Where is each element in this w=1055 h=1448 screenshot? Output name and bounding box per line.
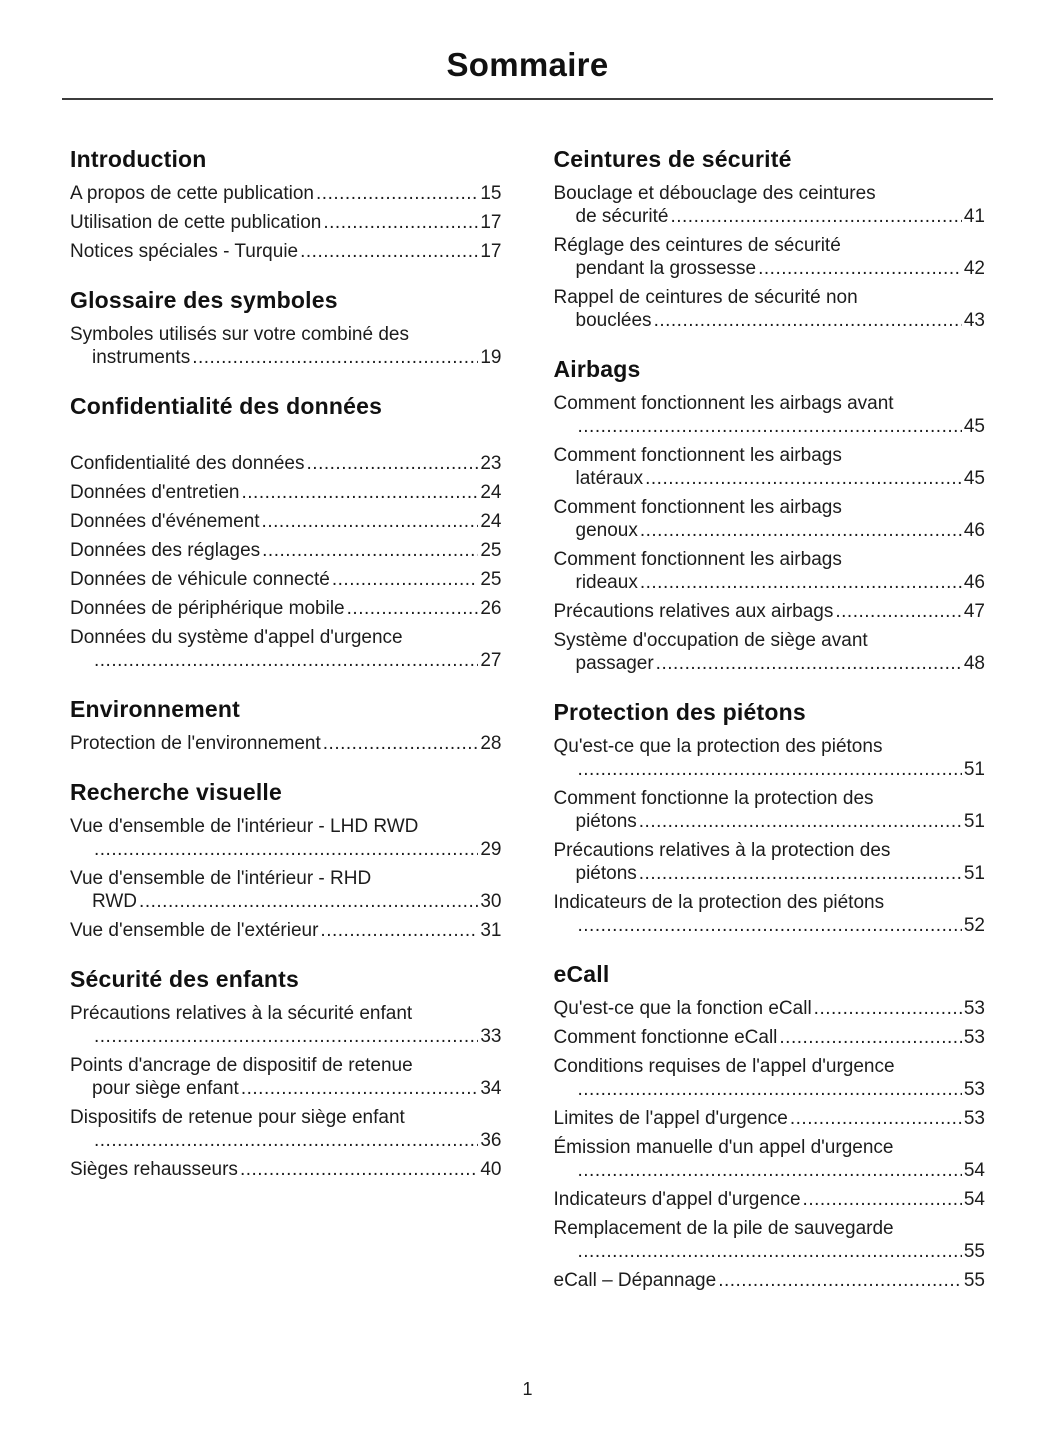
dot-leader: [803, 1188, 962, 1211]
dot-leader: [814, 997, 962, 1020]
toc-entry-line: [554, 735, 986, 758]
dot-leader: [323, 211, 478, 234]
entry-text: Précautions relatives à la sécurité enfant: [70, 1003, 413, 1024]
entry-page-number: 23: [480, 453, 502, 474]
toc-section: [70, 779, 502, 942]
entry-page-number: 51: [963, 759, 985, 780]
entry-text: Données de périphérique mobile: [70, 598, 345, 619]
toc-entry: [70, 182, 502, 205]
entry-text: Comment fonctionnent les airbags: [553, 497, 842, 518]
toc-entry-line: [70, 1077, 502, 1100]
dot-leader: [790, 1107, 962, 1130]
toc-section: [70, 287, 502, 369]
toc-entry: [554, 286, 986, 332]
section-heading: Protection des piétons: [553, 699, 806, 725]
entry-text: Bouclage et débouclage des ceintures: [553, 183, 876, 204]
entry-text: Comment fonctionne eCall: [553, 1027, 778, 1048]
toc-entry: [70, 1158, 502, 1181]
entry-text: Vue d'ensemble de l'intérieur - RHD: [70, 868, 372, 889]
entry-page-number: 53: [963, 1027, 985, 1048]
toc-entry: [554, 735, 986, 781]
toc-entry-line: [554, 891, 986, 914]
toc-entry: [70, 1054, 502, 1100]
toc-entry: [554, 600, 986, 623]
entry-page-number: 43: [963, 310, 985, 331]
toc-entry: [554, 839, 986, 885]
entry-page-number: 51: [963, 863, 985, 884]
entry-text: Notices spéciales - Turquie: [70, 241, 299, 262]
toc-section: [554, 961, 986, 1292]
entry-page-number: 31: [480, 920, 502, 941]
dot-leader: [779, 1026, 961, 1049]
toc-entry-line: [554, 392, 986, 415]
toc-entry: [554, 997, 986, 1020]
entry-text: genoux: [575, 520, 638, 541]
section-heading: Glossaire des symboles: [70, 287, 338, 313]
entry-text: Indicateurs d'appel d'urgence: [553, 1189, 801, 1210]
toc-entry: [70, 323, 502, 369]
dot-leader: [240, 1158, 478, 1181]
entry-text: Données d'événement: [70, 511, 260, 532]
toc-entry-line: [70, 838, 502, 861]
dot-leader: [320, 919, 478, 942]
entry-page-number: 33: [480, 1026, 502, 1047]
entry-text: Données d'entretien: [70, 482, 240, 503]
toc-entry: [554, 1188, 986, 1211]
entry-text: Dispositifs de retenue pour siège enfant: [70, 1107, 405, 1128]
dot-leader: [578, 1159, 962, 1182]
toc-section: [70, 146, 502, 263]
entry-page-number: 46: [963, 572, 985, 593]
toc-entry-line: [554, 914, 986, 937]
page-title: Sommaire: [446, 46, 609, 83]
entry-text: Qu'est-ce que la protection des piétons: [553, 736, 883, 757]
toc-entry: [70, 452, 502, 475]
toc-section: [554, 356, 986, 675]
entry-text: Indicateurs de la protection des piétons: [553, 892, 885, 913]
entry-page-number: 28: [480, 733, 502, 754]
entry-page-number: 24: [480, 482, 502, 503]
entry-text: piétons: [575, 863, 637, 884]
toc-entry-line: [70, 510, 502, 533]
toc-entry-line: [554, 1078, 986, 1101]
toc-entry: [554, 1107, 986, 1130]
dot-leader: [656, 652, 962, 675]
toc-entry-line: [70, 539, 502, 562]
toc-entry: [554, 1269, 986, 1292]
toc-entry-line: [554, 862, 986, 885]
dot-leader: [578, 415, 962, 438]
entry-page-number: 34: [480, 1078, 502, 1099]
dot-leader: [654, 309, 962, 332]
toc-entry: [70, 568, 502, 591]
toc-entry-line: [554, 205, 986, 228]
entry-page-number: 53: [963, 1079, 985, 1100]
section-heading: Recherche visuelle: [70, 779, 282, 805]
entry-page-number: 47: [963, 601, 985, 622]
entry-text: Limites de l'appel d'urgence: [553, 1108, 788, 1129]
toc-entry-line: [70, 323, 502, 346]
toc-entry-line: [554, 548, 986, 571]
toc-entry-line: [554, 496, 986, 519]
toc-entry: [70, 510, 502, 533]
dot-leader: [241, 481, 478, 504]
toc-entry-line: [554, 1269, 986, 1292]
toc-entry-line: [70, 240, 502, 263]
toc-entry: [554, 891, 986, 937]
entry-page-number: 26: [480, 598, 502, 619]
dot-leader: [347, 597, 479, 620]
entry-text: Remplacement de la pile de sauvegarde: [553, 1218, 894, 1239]
entry-text: Rappel de ceintures de sécurité non: [553, 287, 858, 308]
section-heading: Ceintures de sécurité: [553, 146, 792, 172]
toc-entry-line: [554, 1159, 986, 1182]
entry-page-number: 19: [480, 347, 502, 368]
entry-text: Vue d'ensemble de l'intérieur - LHD RWD: [70, 816, 419, 837]
entry-text: pendant la grossesse: [575, 258, 757, 279]
toc-entry-line: [70, 1129, 502, 1152]
toc-entry-line: [554, 1107, 986, 1130]
toc-entry-line: [70, 732, 502, 755]
toc-entry-line: [554, 467, 986, 490]
entry-text: Comment fonctionnent les airbags: [553, 445, 842, 466]
toc-entry: [70, 626, 502, 672]
entry-text: passager: [575, 653, 654, 674]
entry-text: Protection de l'environnement: [70, 733, 321, 754]
entry-text: Confidentialité des données: [70, 453, 305, 474]
toc-entry-line: [70, 1002, 502, 1025]
toc-entry: [554, 1217, 986, 1263]
toc-column-right: [554, 146, 986, 1298]
entry-page-number: 17: [480, 212, 502, 233]
toc-entry-line: [554, 1136, 986, 1159]
toc-entry-line: [70, 597, 502, 620]
entry-page-number: 53: [963, 998, 985, 1019]
entry-text: Points d'ancrage de dispositif de retenue: [70, 1055, 413, 1076]
toc-entry: [70, 481, 502, 504]
toc-entry-line: [70, 626, 502, 649]
toc-entry: [554, 629, 986, 675]
entry-page-number: 51: [963, 811, 985, 832]
entry-page-number: 25: [480, 569, 502, 590]
entry-text: Comment fonctionne la protection des: [553, 788, 874, 809]
toc-entry: [554, 1026, 986, 1049]
dot-leader: [94, 1025, 478, 1048]
toc-entry-line: [554, 309, 986, 332]
entry-page-number: 55: [963, 1241, 985, 1262]
section-heading: Sécurité des enfants: [70, 966, 299, 992]
toc-entry-line: [70, 211, 502, 234]
toc-entry: [70, 815, 502, 861]
section-heading: Confidentialité des données: [70, 393, 383, 419]
entry-text: Vue d'ensemble de l'extérieur: [70, 920, 319, 941]
toc-entry-line: [554, 629, 986, 652]
toc-entry-line: [70, 1054, 502, 1077]
toc-section: [554, 699, 986, 937]
dot-leader: [94, 649, 478, 672]
entry-text: Réglage des ceintures de sécurité: [553, 235, 841, 256]
dot-leader: [640, 571, 962, 594]
entry-page-number: 36: [480, 1130, 502, 1151]
entry-text: de sécurité: [575, 206, 669, 227]
toc-entry: [70, 732, 502, 755]
toc-entry-line: [554, 810, 986, 833]
entry-page-number: 54: [963, 1189, 985, 1210]
toc-columns: [62, 146, 993, 1298]
toc-entry-line: [554, 787, 986, 810]
dot-leader: [639, 810, 962, 833]
entry-page-number: 29: [480, 839, 502, 860]
dot-leader: [316, 182, 478, 205]
entry-text: rideaux: [575, 572, 638, 593]
toc-entry-line: [554, 415, 986, 438]
dot-leader: [94, 838, 478, 861]
toc-entry: [554, 496, 986, 542]
toc-entry-line: [554, 571, 986, 594]
dot-leader: [192, 346, 478, 369]
toc-entry-line: [554, 444, 986, 467]
entry-text: bouclées: [575, 310, 652, 331]
entry-page-number: 45: [963, 416, 985, 437]
dot-leader: [94, 1129, 478, 1152]
dot-leader: [639, 862, 962, 885]
entry-page-number: 42: [963, 258, 985, 279]
entry-page-number: 46: [963, 520, 985, 541]
dot-leader: [578, 1240, 962, 1263]
toc-entry-line: [554, 1217, 986, 1240]
toc-section: [554, 146, 986, 332]
toc-entry-line: [70, 649, 502, 672]
entry-page-number: 45: [963, 468, 985, 489]
dot-leader: [300, 240, 478, 263]
entry-text: Utilisation de cette publication: [70, 212, 322, 233]
entry-page-number: 48: [963, 653, 985, 674]
entry-page-number: 25: [480, 540, 502, 561]
toc-entry-line: [554, 1240, 986, 1263]
toc-entry-line: [554, 286, 986, 309]
dot-leader: [645, 467, 962, 490]
toc-entry-line: [554, 519, 986, 542]
entry-text: Comment fonctionnent les airbags: [553, 549, 842, 570]
toc-entry-line: [70, 182, 502, 205]
toc-entry: [70, 539, 502, 562]
toc-entry-line: [554, 652, 986, 675]
toc-section: [70, 393, 502, 672]
entry-page-number: 53: [963, 1108, 985, 1129]
entry-text: pour siège enfant: [92, 1078, 239, 1099]
entry-text: Précautions relatives à la protection des: [553, 840, 891, 861]
entry-text: Comment fonctionnent les airbags avant: [553, 393, 894, 414]
toc-entry: [70, 867, 502, 913]
entry-text: Émission manuelle d'un appel d'urgence: [553, 1137, 894, 1158]
entry-text: latéraux: [575, 468, 644, 489]
dot-leader: [758, 257, 962, 280]
entry-page-number: 41: [963, 206, 985, 227]
entry-text: Précautions relatives aux airbags: [553, 601, 834, 622]
toc-entry: [554, 1136, 986, 1182]
toc-entry: [70, 211, 502, 234]
entry-text: Qu'est-ce que la fonction eCall: [553, 998, 812, 1019]
toc-entry-line: [70, 867, 502, 890]
entry-text: Données des réglages: [70, 540, 261, 561]
toc-entry-line: [70, 890, 502, 913]
entry-text: piétons: [575, 811, 637, 832]
toc-entry: [554, 787, 986, 833]
toc-entry-line: [70, 815, 502, 838]
dot-leader: [640, 519, 962, 542]
toc-entry: [70, 919, 502, 942]
toc-entry-line: [554, 1026, 986, 1049]
toc-entry-line: [70, 1106, 502, 1129]
dot-leader: [670, 205, 961, 228]
toc-entry-line: [70, 346, 502, 369]
entry-text: Sièges rehausseurs: [70, 1159, 238, 1180]
dot-leader: [323, 732, 479, 755]
toc-entry: [554, 182, 986, 228]
toc-entry: [554, 392, 986, 438]
entry-text: Symboles utilisés sur votre combiné des: [70, 324, 409, 345]
toc-section: [70, 696, 502, 755]
toc-entry-line: [554, 758, 986, 781]
toc-entry: [70, 240, 502, 263]
title-divider: [62, 98, 993, 100]
dot-leader: [139, 890, 478, 913]
toc-entry: [554, 1055, 986, 1101]
entry-page-number: 30: [480, 891, 502, 912]
toc-entry: [70, 1106, 502, 1152]
toc-entry-line: [554, 600, 986, 623]
entry-page-number: 52: [963, 915, 985, 936]
toc-entry-line: [554, 234, 986, 257]
entry-text: Données du système d'appel d'urgence: [70, 627, 403, 648]
toc-entry-line: [554, 839, 986, 862]
toc-entry-line: [554, 1188, 986, 1211]
toc-entry: [70, 597, 502, 620]
toc-entry-line: [70, 568, 502, 591]
entry-text: A propos de cette publication: [70, 183, 315, 204]
entry-page-number: 40: [480, 1159, 502, 1180]
entry-text: RWD: [92, 891, 138, 912]
entry-page-number: 24: [480, 511, 502, 532]
dot-leader: [835, 600, 961, 623]
footer-page-number: 1: [522, 1379, 533, 1399]
toc-entry-line: [70, 1025, 502, 1048]
entry-page-number: 27: [480, 650, 502, 671]
dot-leader: [332, 568, 479, 591]
entry-text: Conditions requises de l'appel d'urgence: [553, 1056, 895, 1077]
entry-page-number: 17: [480, 241, 502, 262]
toc-entry-line: [70, 919, 502, 942]
section-heading: Environnement: [70, 696, 241, 722]
entry-page-number: 15: [480, 183, 502, 204]
dot-leader: [262, 539, 478, 562]
toc-entry-line: [554, 1055, 986, 1078]
section-heading: Airbags: [553, 356, 641, 382]
toc-entry: [554, 444, 986, 490]
dot-leader: [578, 758, 962, 781]
toc-section: [70, 966, 502, 1181]
dot-leader: [241, 1077, 479, 1100]
entry-text: Données de véhicule connecté: [70, 569, 330, 590]
toc-entry-line: [554, 257, 986, 280]
section-heading: Introduction: [70, 146, 207, 172]
entry-text: eCall – Dépannage: [553, 1270, 717, 1291]
toc-entry-line: [70, 481, 502, 504]
toc-entry-line: [554, 182, 986, 205]
dot-leader: [262, 510, 479, 533]
dot-leader: [307, 452, 479, 475]
section-heading: eCall: [553, 961, 610, 987]
entry-text: instruments: [92, 347, 191, 368]
toc-entry-line: [70, 452, 502, 475]
entry-page-number: 54: [963, 1160, 985, 1181]
dot-leader: [578, 914, 962, 937]
toc-column-left: [70, 146, 502, 1298]
toc-entry: [70, 1002, 502, 1048]
toc-entry-line: [554, 997, 986, 1020]
toc-entry-line: [70, 1158, 502, 1181]
entry-text: Système d'occupation de siège avant: [553, 630, 868, 651]
dot-leader: [578, 1078, 962, 1101]
toc-entry: [554, 548, 986, 594]
entry-page-number: 55: [963, 1270, 985, 1291]
toc-entry: [554, 234, 986, 280]
dot-leader: [718, 1269, 962, 1292]
